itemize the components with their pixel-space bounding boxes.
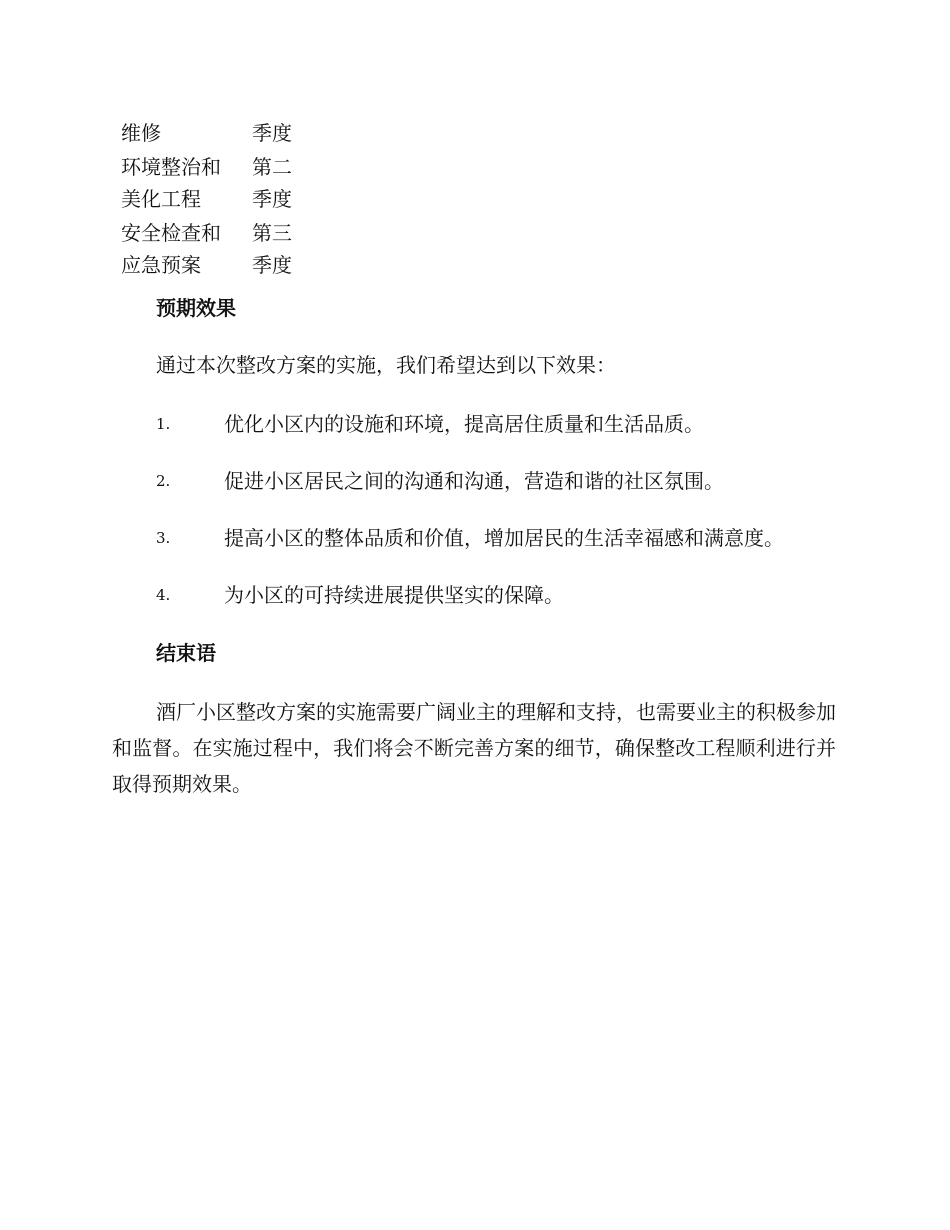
- schedule-item-text: 美化工程: [121, 187, 201, 211]
- list-item-text: 为小区的可持续进展提供坚实的保障。: [224, 583, 564, 607]
- schedule-item-text: 维修: [121, 121, 161, 145]
- schedule-time-text: 季度: [252, 187, 292, 211]
- schedule-row: [121, 151, 312, 215]
- schedule-table: [121, 117, 312, 283]
- list-item-number: 3.: [156, 529, 171, 547]
- schedule-time-cell: [252, 117, 312, 149]
- list-item-text: 促进小区居民之间的沟通和沟通，营造和谐的社区氛围。: [224, 469, 724, 493]
- schedule-item-text: 环境整治和: [121, 155, 221, 179]
- list-item-text: 优化小区内的设施和环境，提高居住质量和生活品质。: [224, 412, 704, 436]
- schedule-row: [121, 217, 312, 281]
- schedule-item-cell: [121, 117, 252, 149]
- schedule-item-cell: [121, 151, 252, 215]
- schedule-row: [121, 117, 312, 149]
- closing-paragraph: 酒厂小区整改方案的实施需要广阔业主的理解和支持，也需要业主的积极参加和监督。在实施过程中，我们将会不断完善方案的细节，确保整改工程顺利进行并取得预期效果。: [112, 700, 836, 796]
- list-item-number: 2.: [156, 472, 171, 490]
- effects-intro-paragraph: 通过本次整改方案的实施，我们希望达到以下效果：: [156, 353, 616, 377]
- list-item-text: 提高小区的整体品质和价值，增加居民的生活幸福感和满意度。: [224, 526, 784, 550]
- list-item-number: 4.: [156, 586, 171, 604]
- list-item-number: 1.: [156, 415, 171, 433]
- schedule-time-text: 第三: [252, 221, 292, 245]
- schedule-time-text: 季度: [252, 253, 292, 277]
- schedule-item-text: 应急预案: [121, 253, 201, 277]
- schedule-item-text: 安全检查和: [121, 221, 221, 245]
- schedule-item-cell: [121, 217, 252, 281]
- schedule-time-text: 季度: [252, 121, 292, 145]
- schedule-time-cell: [252, 217, 312, 281]
- schedule-time-text: 第二: [252, 155, 292, 179]
- section-heading-closing: 结束语: [156, 641, 216, 665]
- schedule-time-cell: [252, 151, 312, 215]
- section-heading-expected-effects: 预期效果: [156, 296, 236, 320]
